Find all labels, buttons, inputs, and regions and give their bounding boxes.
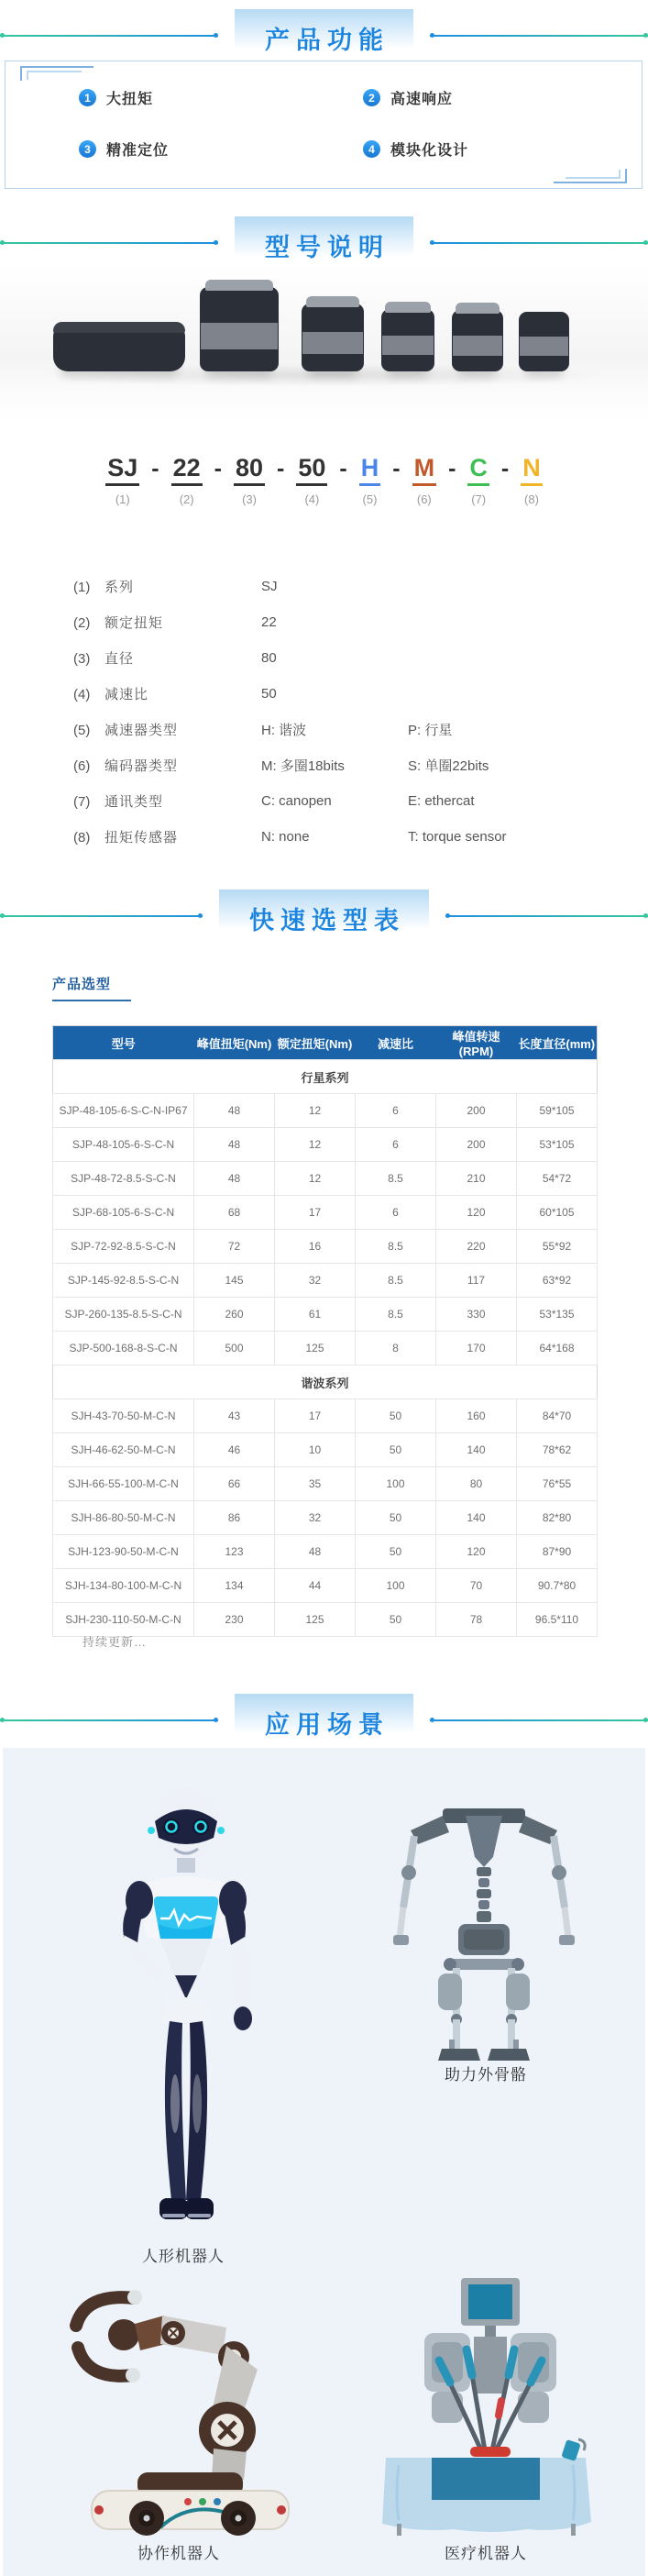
group-label: 谐波系列 — [53, 1365, 598, 1399]
code-separator: - — [277, 456, 285, 481]
table-row: SJH-134-80-100-M-C-N 134 44 100 70 90.7*80 — [53, 1569, 598, 1603]
tab-product-selection[interactable]: 产品选型 — [52, 974, 131, 1001]
title-line-right — [430, 35, 648, 37]
column-header: 长度直径(mm) — [517, 1026, 598, 1060]
code-part-sensor: N (8) — [522, 454, 541, 506]
humanoid-robot-illustration — [87, 1781, 284, 2238]
code-part-torque: 22 (2) — [172, 454, 201, 506]
features-title: 产品功能 — [265, 27, 390, 54]
corner-decoration-icon — [554, 169, 627, 183]
actuator-image — [381, 309, 434, 371]
feature-label: 大扭矩 — [106, 92, 154, 107]
code-separator: - — [339, 456, 347, 481]
legend-row: (3) 直径 80 — [73, 650, 277, 667]
feature-label: 高速响应 — [390, 92, 454, 107]
table-row: SJP-48-72-8.5-S-C-N 48 12 8.5 210 54*72 — [53, 1162, 598, 1196]
title-band — [235, 216, 413, 261]
legend-row: (4) 减速比 50 — [73, 686, 277, 702]
feature-item-precision — [79, 138, 169, 160]
actuator-image — [452, 310, 503, 371]
group-header-row — [53, 1365, 598, 1399]
legend-row: (6) 编码器类型 M: 多圈18bits S: 单圈22bits — [73, 758, 489, 774]
table-row: SJP-68-105-6-S-C-N 68 17 6 120 60*105 — [53, 1196, 598, 1230]
table-row: SJH-230-110-50-M-C-N 230 125 50 78 96.5*110 — [53, 1603, 598, 1637]
number-badge: 1 — [79, 89, 96, 106]
code-part-series: SJ (1) — [107, 454, 138, 506]
table-row: SJH-123-90-50-M-C-N 123 48 50 120 87*90 — [53, 1535, 598, 1569]
medical-robot-illustration — [344, 2272, 628, 2537]
feature-item-speed — [363, 87, 453, 108]
column-header: 峰值扭矩(Nm) — [194, 1026, 275, 1060]
table-row: SJH-66-55-100-M-C-N 66 35 100 80 76*55 — [53, 1467, 598, 1501]
column-header: 峰值转速(RPM) — [436, 1026, 517, 1060]
title-band — [235, 9, 413, 54]
title-line-right — [445, 915, 648, 917]
table-row: SJP-145-92-8.5-S-C-N 145 32 8.5 117 63*92 — [53, 1264, 598, 1298]
app-caption-cobot: 协作机器人 — [137, 2545, 220, 2562]
code-separator: - — [500, 456, 510, 481]
title-line-right — [430, 242, 648, 244]
table-row: SJP-500-168-8-S-C-N 500 125 8 170 64*168 — [53, 1332, 598, 1365]
section-title-features — [0, 6, 648, 53]
table-row: SJP-72-92-8.5-S-C-N 72 16 8.5 220 55*92 — [53, 1230, 598, 1264]
table-row: SJH-46-62-50-M-C-N 46 10 50 140 78*62 — [53, 1433, 598, 1467]
number-badge: 2 — [363, 89, 380, 106]
exoskeleton-illustration — [392, 1788, 576, 2063]
column-header: 额定扭矩(Nm) — [275, 1026, 356, 1060]
actuator-image — [519, 312, 569, 371]
code-part-comm: C (7) — [469, 454, 488, 506]
section-title-applications — [0, 1690, 648, 1738]
legend-row: (8) 扭矩传感器 N: none T: torque sensor — [73, 829, 507, 846]
section-title-selection — [0, 886, 648, 934]
table-row: SJH-43-70-50-M-C-N 43 17 50 160 84*70 — [53, 1399, 598, 1433]
cobot-illustration — [50, 2272, 325, 2537]
title-band — [219, 890, 429, 934]
number-badge: 4 — [363, 140, 380, 158]
table-footnote: 持续更新… — [82, 1635, 148, 1649]
number-badge: 3 — [79, 140, 96, 158]
applications-title: 应用场景 — [265, 1711, 390, 1739]
legend-row: (2) 额定扭矩 22 — [73, 614, 277, 631]
title-line-left — [0, 915, 203, 917]
code-part-ratio: 50 (4) — [298, 454, 326, 506]
model-code — [0, 455, 648, 506]
actuator-image — [53, 322, 185, 371]
selection-table — [52, 1025, 598, 1637]
model-title: 型号说明 — [265, 234, 390, 261]
table-header-row — [53, 1026, 598, 1060]
section-title-model — [0, 213, 648, 260]
corner-decoration-icon — [20, 66, 93, 81]
legend-row: (7) 通讯类型 C: canopen E: ethercat — [73, 793, 475, 810]
legend-row: (5) 减速器类型 H: 谐波 P: 行星 — [73, 723, 453, 738]
group-header-row — [53, 1060, 598, 1094]
actuator-image — [200, 287, 279, 371]
table-row: SJP-260-135-8.5-S-C-N 260 61 8.5 330 53*135 — [53, 1298, 598, 1332]
title-band — [235, 1694, 413, 1739]
title-line-right — [430, 1719, 648, 1721]
app-caption-exoskeleton: 助力外骨骼 — [445, 2066, 527, 2084]
app-caption-humanoid: 人形机器人 — [142, 2248, 225, 2265]
features-box — [5, 61, 643, 189]
code-part-diameter: 80 (3) — [236, 454, 264, 506]
title-line-left — [0, 242, 218, 244]
table-row: SJH-86-80-50-M-C-N 86 32 50 140 82*80 — [53, 1501, 598, 1535]
app-caption-medical: 医疗机器人 — [445, 2545, 527, 2562]
title-line-left — [0, 1719, 218, 1721]
code-part-encoder: M (6) — [413, 454, 435, 506]
code-separator: - — [392, 456, 401, 481]
code-separator: - — [448, 456, 456, 481]
actuator-image — [302, 304, 364, 371]
column-header: 型号 — [53, 1026, 194, 1060]
code-separator: - — [214, 456, 222, 481]
code-part-reducer: H (5) — [360, 454, 379, 506]
model-legend — [73, 569, 605, 855]
feature-item-modular — [363, 138, 468, 160]
code-separator: - — [151, 456, 159, 481]
table-row: SJP-48-105-6-S-C-N-IP67 48 12 6 200 59*105 — [53, 1094, 598, 1128]
feature-label: 精准定位 — [106, 143, 170, 159]
selection-title: 快速选型表 — [249, 907, 405, 934]
product-lineup-photo — [0, 264, 648, 422]
legend-row: (1) 系列 SJ — [73, 579, 278, 595]
feature-label: 模块化设计 — [390, 143, 469, 159]
table-row: SJP-48-105-6-S-C-N 48 12 6 200 53*105 — [53, 1128, 598, 1162]
column-header: 减速比 — [356, 1026, 436, 1060]
group-label: 行星系列 — [53, 1060, 598, 1094]
title-line-left — [0, 35, 218, 37]
feature-item-torque — [79, 87, 153, 108]
